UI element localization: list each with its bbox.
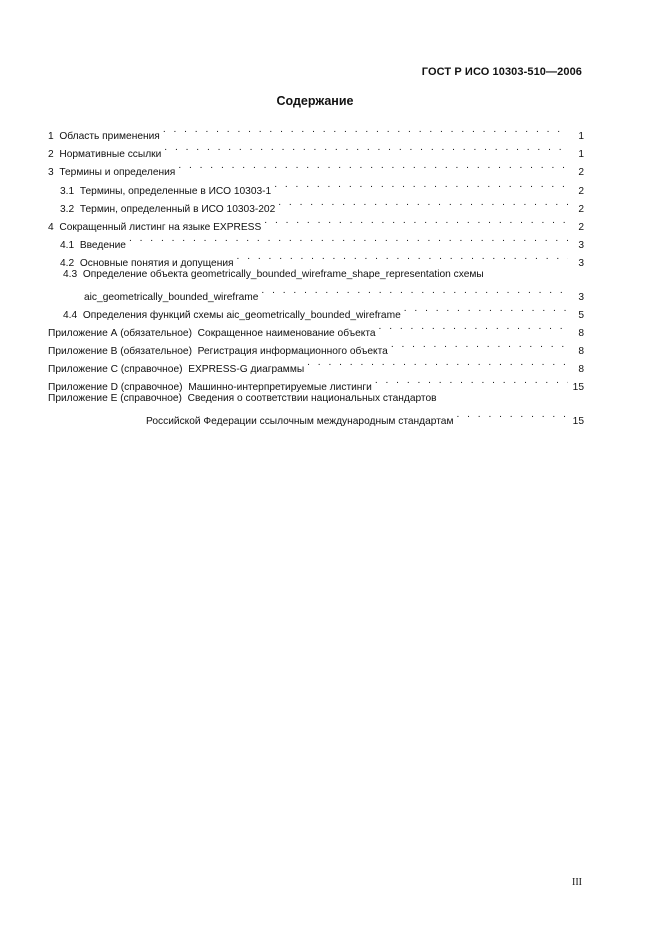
toc-entry-4-1[interactable] [48, 230, 584, 252]
toc-entry-4[interactable] [48, 212, 584, 233]
toc-entry-number: 4.2 [60, 258, 75, 270]
toc-entry-page: 3 [578, 258, 584, 270]
toc-entry-label-line2: aic_geometrically_bounded_wireframe [84, 291, 259, 303]
toc-entry-label: Область применения [59, 131, 160, 142]
toc-entry-page: 8 [578, 364, 584, 376]
toc-entry-annex-d[interactable] [48, 372, 584, 394]
toc-entry-label: Термины, определенные в ИСО 10303-1 [79, 185, 272, 197]
toc-entry-number: 4.1 [60, 240, 75, 252]
toc-entry-4-2[interactable] [48, 248, 584, 270]
toc-entry-label: Термин, определенный в ИСО 10303-202 [79, 203, 276, 215]
page-number: III [572, 877, 582, 888]
dot-leader [388, 336, 568, 354]
dot-leader [401, 300, 568, 318]
toc-entry-annex-b[interactable] [48, 336, 584, 358]
toc-entry-label-line1: Сведения о соответствии национальных стандартов [187, 392, 437, 404]
dot-leader [261, 212, 568, 230]
toc-entry-1[interactable] [48, 121, 584, 142]
dot-leader [304, 354, 568, 372]
toc-entry-4-4[interactable] [48, 300, 584, 321]
dot-leader [234, 248, 568, 266]
toc-entry-page: 2 [578, 167, 584, 179]
toc-entry-number: 3.2 [60, 203, 75, 215]
toc-entry-page: 3 [578, 291, 584, 303]
document-standard-id: ГОСТ Р ИСО 10303-510—2006 [421, 66, 582, 78]
toc-entry-label: Сокращенное наименование объекта [197, 327, 376, 339]
dot-leader [271, 176, 568, 194]
dot-leader [258, 282, 568, 300]
toc-entry-label: Основные понятия и допущения [79, 258, 234, 270]
toc-entry-number: 4.3 [63, 268, 78, 280]
dot-leader [161, 139, 568, 157]
toc-entry-label: Термины и определения [59, 167, 176, 179]
toc-entry-label: EXPRESS-G диаграммы [188, 364, 305, 376]
toc-entry-page: 8 [578, 346, 584, 358]
dot-leader [126, 230, 568, 248]
toc-entry-number: 3.1 [60, 185, 75, 197]
dot-leader [160, 121, 568, 139]
toc-entry-page: 1 [578, 131, 584, 142]
toc-title: Содержание [276, 94, 354, 108]
dot-leader [372, 372, 568, 390]
toc-entry-4-3[interactable] [48, 267, 584, 303]
toc-entry-page: 3 [578, 240, 584, 252]
toc-entry-label: Сокращенный листинг на языке EXPRESS [59, 221, 262, 233]
toc-entry-label: Регистрация информационного объекта [197, 346, 388, 358]
dot-leader [453, 406, 568, 424]
toc-entry-2[interactable] [48, 139, 584, 161]
table-of-contents [48, 121, 584, 427]
toc-entry-number: Приложение Е (справочное) [48, 392, 182, 404]
toc-entry-number: Приложение В (обязательное) [48, 346, 192, 358]
toc-entry-annex-e[interactable] [48, 391, 584, 427]
toc-entry-page: 15 [572, 415, 584, 427]
toc-entry-page: 15 [572, 382, 584, 394]
toc-entry-label-line1: Определение объекта geometrically_bounded_wireframe_shape_representation схемы [82, 268, 484, 280]
toc-entry-number: Приложение А (обязательное) [48, 327, 192, 339]
toc-entry-number: 1 [48, 131, 54, 142]
toc-entry-3[interactable] [48, 157, 584, 179]
toc-entry-number: 4.4 [63, 309, 78, 321]
toc-entry-page: 1 [578, 149, 584, 161]
toc-entry-page: 2 [578, 185, 584, 197]
toc-entry-label: Машинно-интерпретируемые листинги [188, 382, 372, 394]
toc-entry-page: 2 [578, 221, 584, 233]
toc-entry-number: Приложение С (справочное) [48, 364, 183, 376]
toc-entry-page: 5 [578, 309, 584, 321]
toc-entry-label-line2: Российской Федерации ссылочным международным стандартам [146, 415, 454, 427]
toc-entry-annex-a[interactable] [48, 318, 584, 339]
dot-leader [275, 194, 568, 212]
toc-entry-3-1[interactable] [48, 176, 584, 197]
toc-entry-label: Введение [79, 240, 126, 252]
toc-entry-number: 3 [48, 167, 54, 179]
toc-entry-number: 4 [48, 221, 54, 233]
toc-entry-3-2[interactable] [48, 194, 584, 215]
toc-entry-page: 2 [578, 203, 584, 215]
toc-entry-number: Приложение D (справочное) [48, 382, 183, 394]
dot-leader [376, 318, 568, 336]
toc-entry-page: 8 [578, 327, 584, 339]
toc-entry-number: 2 [48, 149, 54, 161]
toc-entry-label: Определения функций схемы aic_geometrically_bounded_wireframe [82, 309, 401, 321]
toc-entry-label: Нормативные ссылки [59, 149, 162, 161]
toc-entry-annex-c[interactable] [48, 354, 584, 376]
dot-leader [175, 157, 568, 175]
